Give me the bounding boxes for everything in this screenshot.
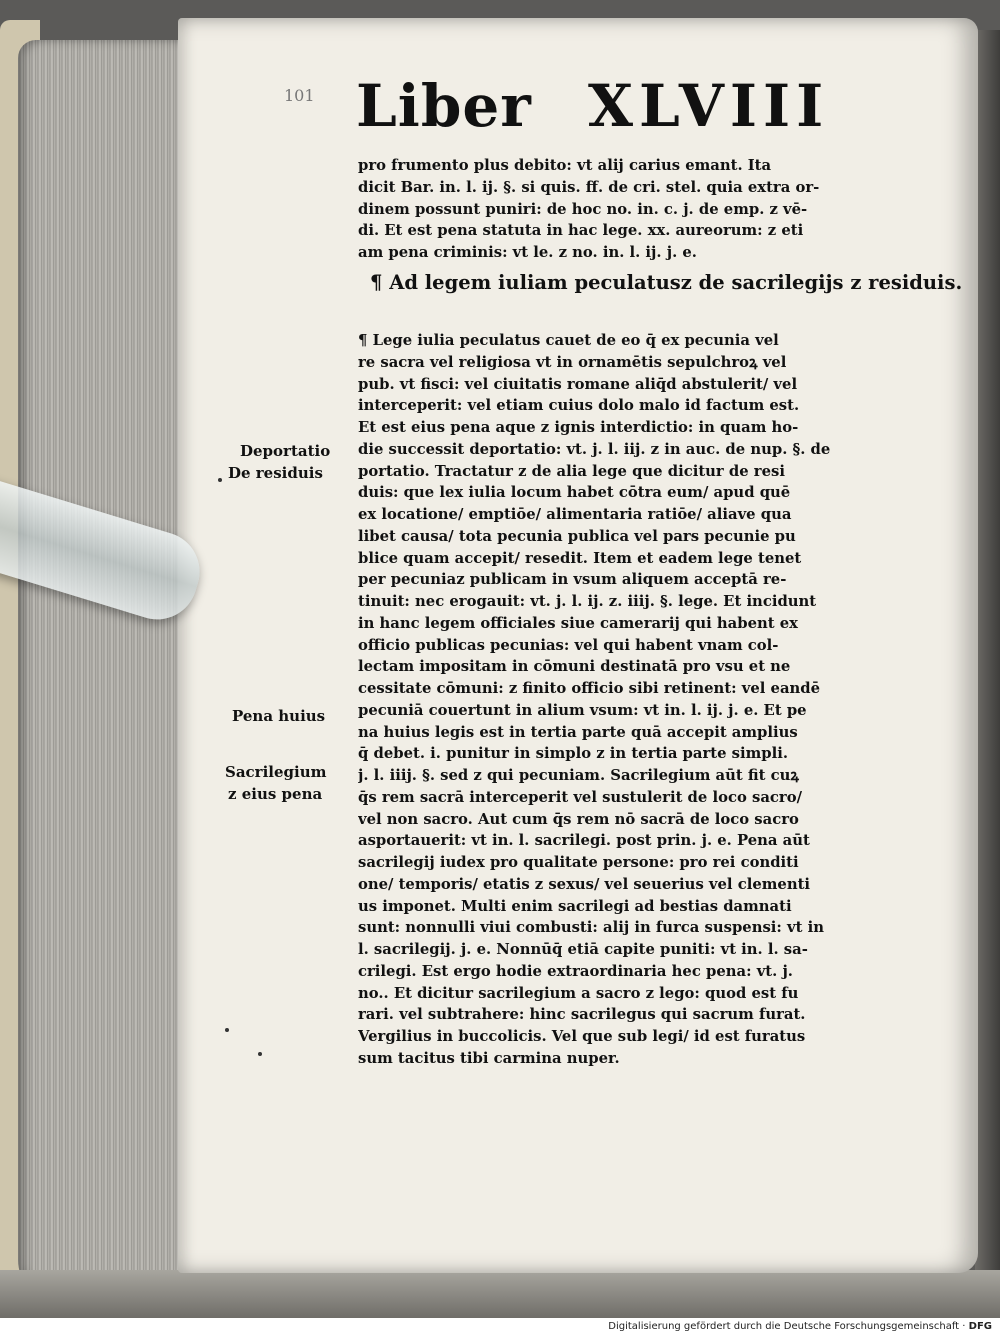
marginal-mark bbox=[218, 478, 222, 482]
margin-note-sacrilegium: Sacrilegium bbox=[225, 763, 327, 781]
text-line: rari. vel subtrahere: hinc sacrilegus qui sacrum furat. bbox=[358, 1006, 806, 1024]
text-line: l. sacrilegij. j. e. Nonnūq̄ etiā capite puniti: vt in. l. sa- bbox=[358, 941, 808, 958]
page-header bbox=[356, 72, 830, 140]
footer-credit-text: Digitalisierung gefördert durch die Deutsche Forschungsgemeinschaft bbox=[608, 1321, 960, 1332]
margin-note-deportatio: Deportatio bbox=[240, 442, 331, 460]
heading-line: z de sacrilegijs z residuis. bbox=[680, 271, 963, 294]
header-number: XLVIII bbox=[588, 72, 830, 140]
text-line: re sacra vel religiosa vt in ornamētis sepulchroꝝ vel bbox=[358, 353, 787, 371]
text-line: duis: que lex iulia locum habet cōtra eum/ apud quē bbox=[358, 484, 791, 502]
text-block-2 bbox=[358, 330, 883, 1070]
text-line: sunt: nonnulli viui combusti: alij in furca suspensi: vt in bbox=[358, 919, 825, 937]
heading-line: ¶ Ad legem iuliam peculatus bbox=[370, 271, 681, 294]
text-line: portatio. Tractatur z de alia lege que dicitur de resi bbox=[358, 462, 785, 480]
book-bottom-edge bbox=[0, 1270, 1000, 1320]
text-line: crilegi. Est ergo hodie extraordinaria hec pena: vt. j. bbox=[358, 962, 793, 980]
text-line: pro frumento plus debito: vt alij carius emant. Ita bbox=[358, 157, 772, 174]
section-heading bbox=[370, 270, 963, 296]
text-line: am pena criminis: vt le. z no. in. l. ij. j. e. bbox=[358, 244, 697, 261]
text-line: q̄ debet. i. punitur in simplo z in tertia parte simpli. bbox=[358, 745, 789, 763]
text-line: j. l. iiij. §. sed z qui pecuniam. Sacrilegium aūt fit cuꝝ bbox=[358, 767, 799, 784]
text-line: dicit Bar. in. l. ij. §. si quis. ff. de cri. stel. quia extra or- bbox=[358, 178, 820, 196]
marginal-mark bbox=[225, 1028, 229, 1032]
right-page-edge bbox=[975, 30, 1000, 1280]
text-line: asportauerit: vt in. l. sacrilegi. post prin. j. e. Pena aūt bbox=[358, 832, 810, 850]
text-line: tinuit: nec erogauit: vt. j. l. ij. z. iiij. §. lege. Et incidunt bbox=[358, 593, 817, 610]
text-line: na huius legis est in tertia parte quā accepit amplius bbox=[358, 723, 798, 741]
text-line: Et est eius pena aque z ignis interdictio: in quam ho- bbox=[358, 419, 799, 436]
text-line: dinem possunt puniri: de hoc no. in. c. j. de emp. z vē- bbox=[358, 200, 808, 218]
text-line: Vergilius in buccolicis. Vel que sub legi/ id est furatus bbox=[358, 1028, 806, 1045]
text-line: sacrilegij iudex pro qualitate persone: pro rei conditi bbox=[358, 854, 799, 871]
text-line: officio publicas pecunias: vel qui habent vnam col- bbox=[358, 636, 779, 654]
header-word: Liber bbox=[356, 72, 532, 140]
text-line: in hanc legem officiales siue camerarij qui habent ex bbox=[358, 614, 798, 632]
text-line: ¶ Lege iulia peculatus cauet de eo q̄ ex pecunia vel bbox=[358, 332, 779, 349]
text-block-1 bbox=[358, 155, 883, 264]
folio-number: 101 bbox=[284, 86, 315, 105]
footer-credit: Digitalisierung gefördert durch die Deutsche Forschungsgemeinschaft · DFG bbox=[608, 1321, 992, 1332]
text-line: di. Et est pena statuta in hac lege. xx. aureorum: z eti bbox=[358, 222, 804, 240]
text-line: interceperit: vel etiam cuius dolo malo id factum est. bbox=[358, 397, 800, 415]
text-line: no.. Et dicitur sacrilegium a sacro z lego: quod est fu bbox=[358, 984, 799, 1002]
marginal-mark bbox=[258, 1052, 262, 1056]
text-line: us imponet. Multi enim sacrilegi ad bestias damnati bbox=[358, 897, 792, 915]
text-line: lectam impositam in cōmuni destinatā pro vsu et ne bbox=[358, 658, 791, 676]
text-line: die successit deportatio: vt. j. l. iij. z in auc. de nup. §. de bbox=[358, 440, 831, 458]
text-line: one/ temporis/ etatis z sexus/ vel seuerius vel clementi bbox=[358, 875, 811, 893]
text-line: q̄s rem sacrā interceperit vel sustulerit de loco sacro/ bbox=[358, 788, 802, 806]
text-line: pecuniā couertunt in alium vsum: vt in. l. ij. j. e. Et pe bbox=[358, 701, 807, 719]
text-line: libet causa/ tota pecunia publica vel pars pecunie pu bbox=[358, 527, 796, 545]
margin-note-eius-pena: z eius pena bbox=[228, 785, 323, 803]
margin-note-pena-huius: Pena huius bbox=[232, 707, 326, 725]
text-line: sum tacitus tibi carmina nuper. bbox=[358, 1049, 620, 1067]
text-line: per pecuniaz publicam in vsum aliquem acceptā re- bbox=[358, 571, 787, 589]
text-line: vel non sacro. Aut cum q̄s rem nō sacrā de loco sacro bbox=[358, 810, 799, 828]
dfg-logo: DFG bbox=[968, 1321, 992, 1332]
text-line: blice quam accepit/ resedit. Item et eadem lege tenet bbox=[358, 549, 802, 567]
book-page-edges bbox=[18, 40, 188, 1300]
text-line: cessitate cōmuni: z finito officio sibi retinent: vel eandē bbox=[358, 680, 821, 697]
text-line: ex locatione/ emptiōe/ alimentaria ratiōe/ aliave qua bbox=[358, 506, 792, 523]
text-line: pub. vt fisci: vel ciuitatis romane aliq̄d abstulerit/ vel bbox=[358, 375, 798, 393]
margin-note-de-residuis: De residuis bbox=[228, 464, 323, 482]
